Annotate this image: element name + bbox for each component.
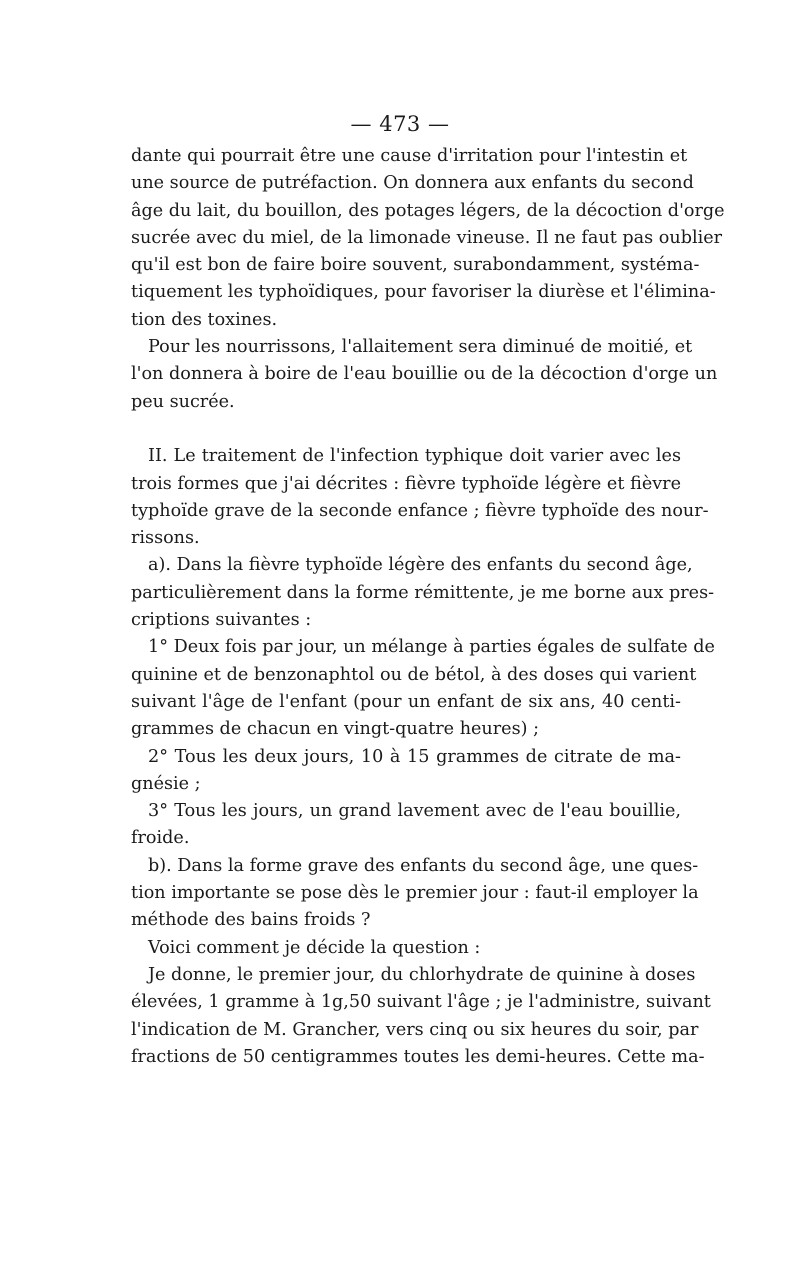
text-line: 3° Tous les jours, un grand lavement avec de l'eau bouillie, bbox=[148, 801, 681, 822]
text-line: typhoïde grave de la seconde enfance ; fièvre typhoïde des nour- bbox=[131, 500, 709, 521]
body-text bbox=[131, 143, 725, 1071]
page-number: — 473 — bbox=[350, 112, 450, 136]
text-line: a). Dans la fièvre typhoïde légère des enfants du second âge, bbox=[148, 555, 693, 576]
text-line: méthode des bains froids ? bbox=[131, 910, 371, 931]
text-line: b). Dans la forme grave des enfants du second âge, une ques- bbox=[148, 855, 699, 876]
text-line: Je donne, le premier jour, du chlorhydrate de quinine à doses bbox=[148, 964, 696, 985]
text-line: rissons. bbox=[131, 528, 200, 549]
text-line: Voici comment je décide la question : bbox=[148, 937, 481, 958]
text-line: une source de putréfaction. On donnera aux enfants du second bbox=[131, 173, 694, 194]
text-line: sucrée avec du miel, de la limonade vineuse. Il ne faut pas oublier bbox=[131, 227, 723, 248]
text-line: grammes de chacun en vingt-quatre heures) ; bbox=[131, 719, 539, 740]
text-line: Pour les nourrissons, l'allaitement sera diminué de moitié, et bbox=[148, 337, 693, 358]
text-line: peu sucrée. bbox=[131, 391, 235, 412]
text-line: criptions suivantes : bbox=[131, 610, 312, 631]
text-line: particulièrement dans la forme rémittente, je me borne aux pres- bbox=[131, 582, 715, 603]
text-line: suivant l'âge de l'enfant (pour un enfant de six ans, 40 centi- bbox=[131, 691, 681, 712]
text-line: élevées, 1 gramme à 1g,50 suivant l'âge ; je l'administre, suivant bbox=[131, 992, 711, 1013]
text-line: tion importante se pose dès le premier jour : faut-il employer la bbox=[131, 883, 699, 904]
text-line: gnésie ; bbox=[131, 773, 201, 794]
paragraph-gap bbox=[131, 416, 681, 443]
text-line: l'indication de M. Grancher, vers cinq ou six heures du soir, par bbox=[131, 1019, 699, 1040]
text-line: tiquement les typhoïdiques, pour favoriser la diurèse et l'élimina- bbox=[131, 282, 716, 303]
text-line: trois formes que j'ai décrites : fièvre typhoïde légère et fièvre bbox=[131, 473, 681, 494]
text-line: tion des toxines. bbox=[131, 309, 278, 330]
text-line: 1° Deux fois par jour, un mélange à parties égales de sulfate de bbox=[148, 637, 715, 658]
text-line: l'on donnera à boire de l'eau bouillie ou de la décoction d'orge un bbox=[131, 364, 718, 385]
text-line: qu'il est bon de faire boire souvent, surabondamment, systéma- bbox=[131, 255, 700, 276]
text-line: quinine et de benzonaphtol ou de bétol, à des doses qui varient bbox=[131, 664, 697, 685]
text-line: fractions de 50 centigrammes toutes les demi-heures. Cette ma- bbox=[131, 1046, 705, 1067]
text-line: dante qui pourrait être une cause d'irritation pour l'intestin et bbox=[131, 146, 688, 166]
text-line: froide. bbox=[131, 828, 190, 849]
text-line: II. Le traitement de l'infection typhique doit varier avec les bbox=[148, 446, 681, 467]
text-line: âge du lait, du bouillon, des potages légers, de la décoction d'orge bbox=[131, 200, 725, 221]
text-line: 2° Tous les deux jours, 10 à 15 grammes de citrate de ma- bbox=[148, 746, 681, 767]
